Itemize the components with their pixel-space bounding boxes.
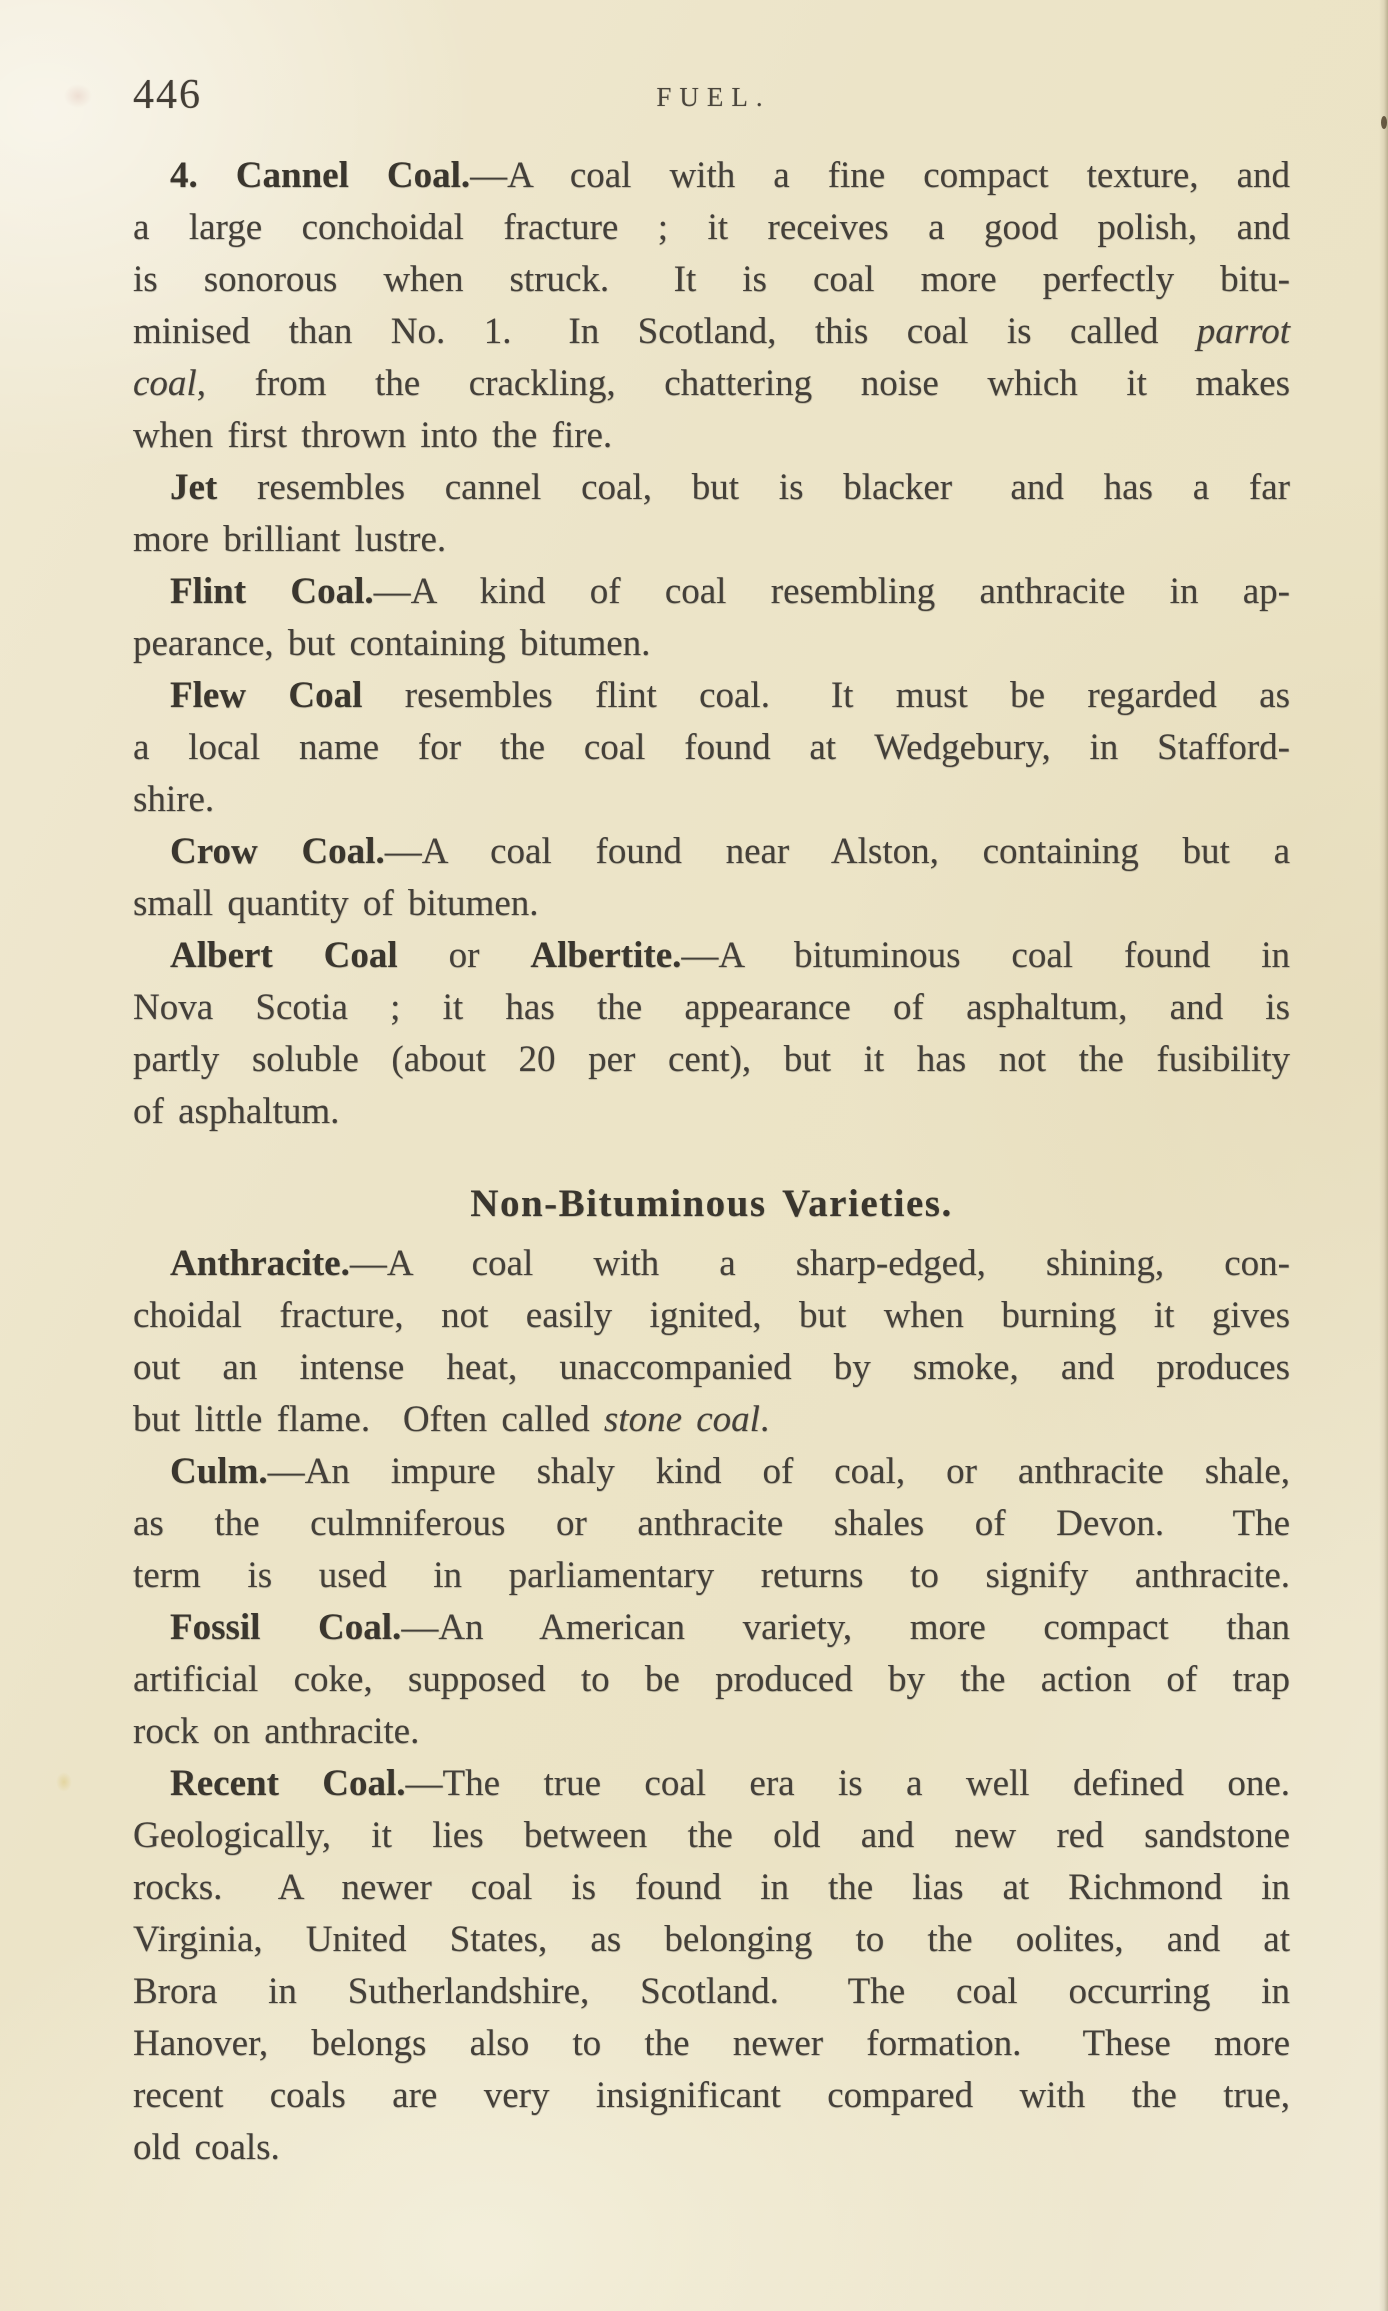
text-run: resembles cannel coal, but is blacker and has a far (217, 467, 1290, 508)
text-run: as the culmniferous or anthracite shales of Devon. The (133, 1503, 1290, 1544)
text-line (133, 826, 1290, 878)
paper-speck (56, 1772, 72, 1792)
body-paragraph (133, 1758, 1290, 2174)
term-bold: Fossil Coal. (170, 1607, 402, 1648)
term-italic: parrot (1196, 311, 1290, 352)
text-run: more brilliant lustre. (133, 519, 447, 560)
text-run: —A bituminous coal found in (681, 935, 1290, 976)
text-run: of asphaltum. (133, 1091, 340, 1132)
text-run: term is used in parliamentary returns to signify anthracite. (133, 1555, 1290, 1596)
running-head: FUEL. (656, 82, 771, 112)
text-line (133, 1706, 1290, 1758)
page-number: 446 (133, 72, 202, 118)
term-bold: Jet (170, 467, 218, 508)
text-line (133, 462, 1290, 514)
text-column (133, 150, 1290, 2174)
term-bold: Recent Coal. (170, 1763, 406, 1804)
term-bold: Anthracite. (170, 1243, 350, 1284)
text-line (133, 1342, 1290, 1394)
text-line (133, 1034, 1290, 1086)
text-run: —An American variety, more compact than (401, 1607, 1290, 1648)
page-edge-shadow (1379, 0, 1388, 2311)
text-run: Nova Scotia ; it has the appearance of asphaltum, and is (133, 987, 1290, 1028)
text-line (133, 1290, 1290, 1342)
text-line (133, 566, 1290, 618)
body-paragraph (133, 566, 1290, 670)
text-run: partly soluble (about 20 per cent), but it has not the fusibility (133, 1039, 1290, 1080)
paper-speck (1381, 116, 1387, 129)
text-run: a large conchoidal fracture ; it receives a good polish, and (133, 207, 1290, 248)
term-bold: Albert Coal (170, 935, 398, 976)
text-run: is sonorous when struck. It is coal more perfectly bitu- (133, 259, 1290, 300)
text-run: but little flame. Often called (133, 1399, 604, 1440)
text-line (133, 1394, 1290, 1446)
text-run: Geologically, it lies between the old and new red sandstone (133, 1815, 1290, 1856)
text-line (133, 722, 1290, 774)
text-line (133, 878, 1290, 930)
text-run: rock on anthracite. (133, 1711, 420, 1752)
text-run: shire. (133, 779, 215, 820)
text-line (133, 1914, 1290, 1966)
body-paragraph (133, 670, 1290, 826)
term-bold: Culm. (170, 1451, 268, 1492)
text-line (133, 306, 1290, 358)
text-line (133, 2070, 1290, 2122)
term-italic: coal (133, 363, 197, 404)
text-line (133, 774, 1290, 826)
text-run: , from the crackling, chattering noise which it makes (196, 363, 1290, 404)
paper-speck (64, 84, 92, 108)
text-line (133, 1446, 1290, 1498)
text-run: artificial coke, supposed to be produced by the action of trap (133, 1659, 1290, 1700)
term-bold: Flew Coal (170, 675, 363, 716)
text-line (133, 1086, 1290, 1138)
body-paragraph (133, 1446, 1290, 1602)
text-run: when first thrown into the fire. (133, 415, 613, 456)
text-run: —A coal with a fine compact texture, and (470, 155, 1290, 196)
text-line (133, 1498, 1290, 1550)
text-line (133, 670, 1290, 722)
text-run: old coals. (133, 2127, 280, 2168)
text-line (133, 202, 1290, 254)
body-paragraph (133, 462, 1290, 566)
text-run: —A coal found near Alston, containing but a (384, 831, 1290, 872)
text-run: a local name for the coal found at Wedgebury, in Stafford- (133, 727, 1290, 768)
text-run: small quantity of bitumen. (133, 883, 539, 924)
text-line (133, 358, 1290, 410)
text-run: —The true coal era is a well defined one. (405, 1763, 1291, 1804)
text-line (133, 1966, 1290, 2018)
text-run: or (397, 935, 531, 976)
term-bold: Crow Coal. (170, 831, 385, 872)
text-run: recent coals are very insignificant compared with the true, (133, 2075, 1290, 2116)
term-bold: Flint Coal. (170, 571, 374, 612)
text-run: Brora in Sutherlandshire, Scotland. The coal occurring in (133, 1971, 1290, 2012)
text-line (133, 1810, 1290, 1862)
text-run: Hanover, belongs also to the newer formation. These more (133, 2023, 1290, 2064)
term-italic: stone coal (603, 1399, 760, 1440)
body-paragraph (133, 1238, 1290, 1446)
text-line (133, 930, 1290, 982)
text-line (133, 982, 1290, 1034)
text-run: pearance, but containing bitumen. (133, 623, 651, 664)
text-run: Virginia, United States, as belonging to the oolites, and at (133, 1919, 1290, 1960)
text-line (133, 618, 1290, 670)
text-line (133, 2122, 1290, 2174)
text-run: out an intense heat, unaccompanied by smoke, and produces (133, 1347, 1290, 1388)
text-line (133, 254, 1290, 306)
text-line (133, 1550, 1290, 1602)
text-run: rocks. A newer coal is found in the lias at Richmond in (133, 1867, 1290, 1908)
text-line (133, 1238, 1290, 1290)
text-line (133, 1758, 1290, 1810)
section-heading: Non-Bituminous Varieties. (470, 1182, 953, 1225)
text-run: minised than No. 1. In Scotland, this coal is called (133, 311, 1197, 352)
term-bold: Albertite. (530, 935, 682, 976)
text-line (133, 1654, 1290, 1706)
body-paragraph (133, 930, 1290, 1138)
text-line (133, 150, 1290, 202)
body-paragraph (133, 150, 1290, 462)
body-paragraph (133, 826, 1290, 930)
text-run: —A kind of coal resembling anthracite in ap- (373, 571, 1290, 612)
text-run: . (759, 1399, 770, 1440)
text-line (133, 1862, 1290, 1914)
text-line (133, 2018, 1290, 2070)
text-line (133, 410, 1290, 462)
body-paragraph (133, 1602, 1290, 1758)
text-line (133, 514, 1290, 566)
text-line (133, 1602, 1290, 1654)
text-run: choidal fracture, not easily ignited, but when burning it gives (133, 1295, 1290, 1336)
text-run: resembles flint coal. It must be regarded as (362, 675, 1290, 716)
text-run: —A coal with a sharp-edged, shining, con- (349, 1243, 1290, 1284)
term-bold: 4. Cannel Coal. (170, 155, 471, 196)
text-run: —An impure shaly kind of coal, or anthracite shale, (267, 1451, 1290, 1492)
